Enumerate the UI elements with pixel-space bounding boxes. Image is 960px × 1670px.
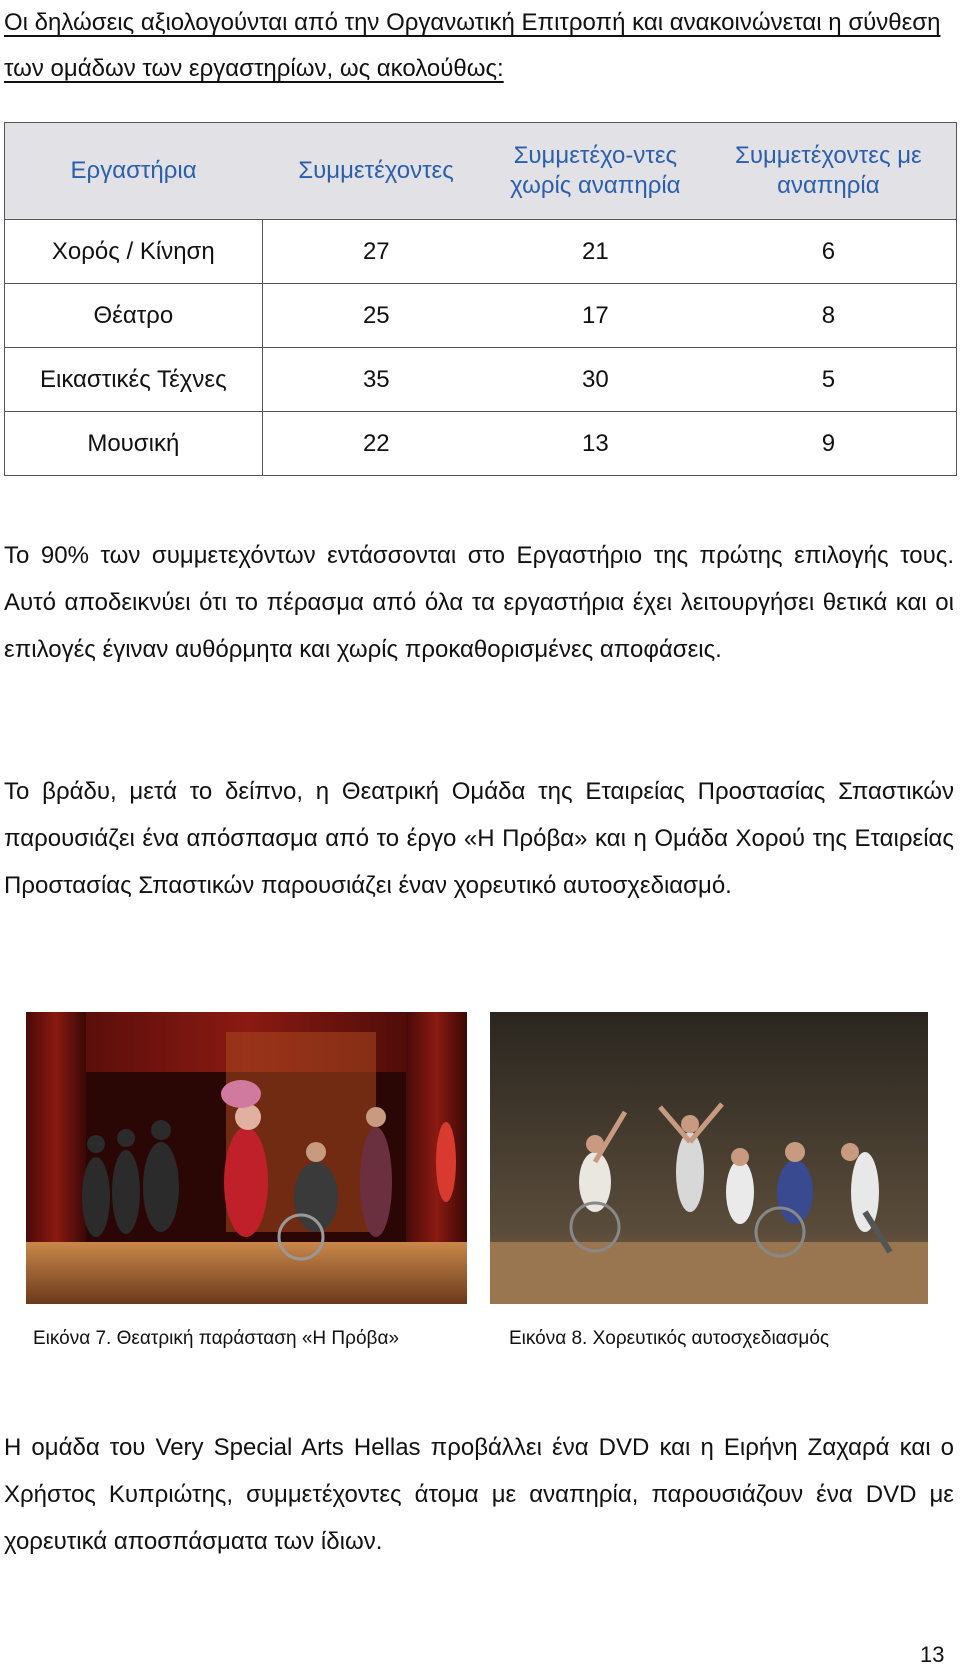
header-participants: Συμμετέχοντες	[262, 123, 490, 220]
cell-with-disability: 8	[701, 284, 957, 348]
header-with-disability: Συμμετέχοντες με αναπηρία	[701, 123, 957, 220]
page-number: 13	[920, 1642, 945, 1667]
table-row	[5, 348, 957, 412]
cell-participants: 25	[262, 284, 490, 348]
cell-workshop: Χορός / Κίνηση	[5, 220, 263, 284]
cell-without-disability: 17	[490, 284, 701, 348]
cell-without-disability: 13	[490, 412, 701, 476]
cell-without-disability: 21	[490, 220, 701, 284]
cell-with-disability: 5	[701, 348, 957, 412]
cell-participants: 35	[262, 348, 490, 412]
table-row	[5, 220, 957, 284]
cell-participants: 27	[262, 220, 490, 284]
cell-workshop: Εικαστικές Τέχνες	[5, 348, 263, 412]
cell-participants: 22	[262, 412, 490, 476]
header-workshops: Εργαστήρια	[5, 123, 263, 220]
cell-workshop: Θέατρο	[5, 284, 263, 348]
cell-workshop: Μουσική	[5, 412, 263, 476]
figure-7-caption: Εικόνα 7. Θεατρική παράσταση «Η Πρόβα»	[33, 1328, 400, 1349]
header-without-disability: Συμμετέχο-ντες χωρίς αναπηρία	[490, 123, 701, 220]
cell-with-disability: 9	[701, 412, 957, 476]
dance-improvisation-photo	[490, 1012, 928, 1304]
table-row	[5, 284, 957, 348]
theatre-performance-photo	[26, 1012, 467, 1304]
paragraph-first-choice: Το 90% των συμμετεχόντων εντάσσονται στο Εργαστήριο της πρώτης επιλογής τους. Αυτό αποδεικνύει ότι το πέρασμα από όλα τα εργαστήρια έχει λειτουργήσει θετικά και οι επιλογές έγιναν αυθόρμητα και χωρίς προκαθορισμένες αποφάσεις.	[4, 542, 954, 663]
paragraph-dvd-screening: Η ομάδα του Very Special Arts Hellas προβάλλει ένα DVD και η Ειρήνη Ζαχαρά και ο Χρήστος Κυπριώτης, συμμετέχοντες άτομα με αναπηρία, παρουσιάζουν ένα DVD με χορευτικά αποσπάσματα των ίδιων.	[4, 1434, 954, 1555]
intro-text: Οι δηλώσεις αξιολογούνται από την Οργανωτική Επιτροπή και ανακοινώνεται η σύνθεση των ομάδων των εργαστηρίων, ως ακολούθως:	[4, 9, 941, 82]
table-header-row	[5, 123, 957, 220]
figure-8-caption: Εικόνα 8. Χορευτικός αυτοσχεδιασμός	[509, 1328, 830, 1349]
workshops-table	[4, 122, 957, 476]
cell-without-disability: 30	[490, 348, 701, 412]
table-row	[5, 412, 957, 476]
paragraph-evening-performance: Το βράδυ, μετά το δείπνο, η Θεατρική Ομάδα της Εταιρείας Προστασίας Σπαστικών παρουσιάζει ένα απόσπασμα από το έργο «Η Πρόβα» και η Ομάδα Χορού της Εταιρείας Προστασίας Σπαστικών παρουσιάζει έναν χορευτικό αυτοσχεδιασμό.	[4, 778, 954, 899]
cell-with-disability: 6	[701, 220, 957, 284]
